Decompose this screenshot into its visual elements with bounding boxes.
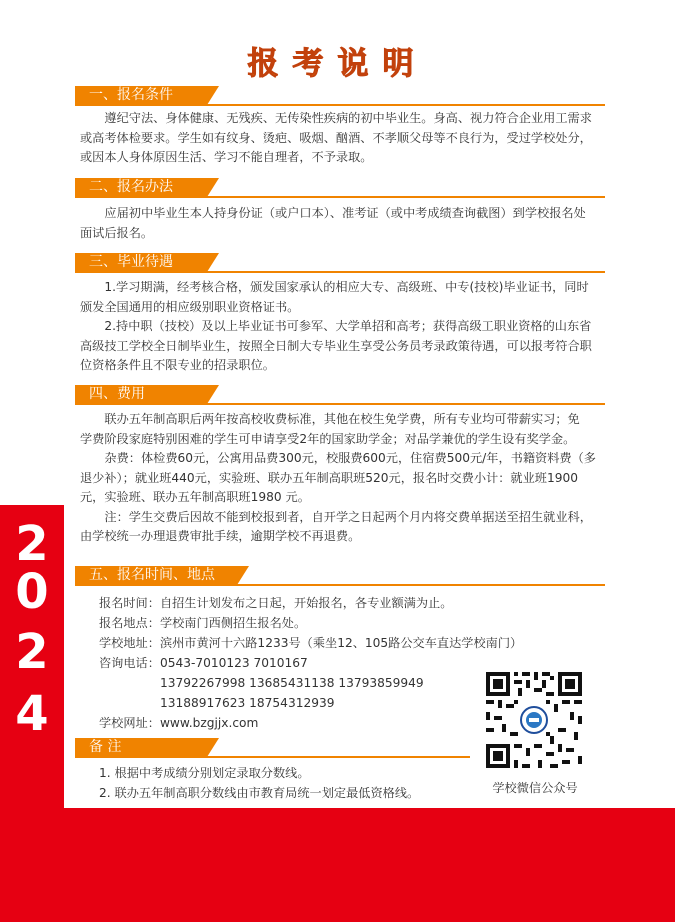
info-label: 学校地址：	[99, 636, 160, 650]
section-divider	[75, 104, 605, 106]
text-line: 注：学生交费后因故不能到校报到者，自开学之日起两个月内将交费单据送至招生就业科，	[104, 509, 592, 524]
red-bottom-band	[0, 808, 675, 922]
graduation-text	[80, 278, 608, 376]
wechat-qr-code-icon	[484, 670, 584, 770]
section-heading: 二、报名办法	[75, 178, 207, 197]
text-line: 位资格条件且不限专业的招录职位。	[80, 358, 275, 372]
section-header-fees	[75, 385, 605, 405]
info-row-time	[99, 593, 452, 613]
method-text	[80, 204, 608, 243]
section-heading: 五、报名时间、地点	[75, 566, 237, 585]
conditions-text	[80, 109, 608, 168]
text-line: 遵纪守法、身体健康、无残疾、无传染性疾病的初中毕业生。身高、视力符合企业用工需求	[104, 111, 592, 125]
info-value: 学校南门西侧招生报名处。	[159, 616, 307, 630]
year-digit: 4	[15, 686, 49, 742]
text-line: 联办五年制高职后两年按高校收费标准，其他在校生免学费，所有专业均可带薪实习；免	[104, 412, 580, 426]
info-row-address	[99, 633, 522, 653]
year-digit: 2	[15, 516, 49, 572]
info-row-place	[99, 613, 306, 633]
info-value: 13188917623 18754312939	[160, 696, 335, 710]
info-row-phone-extra	[160, 673, 424, 693]
section-header-notes	[75, 738, 470, 758]
info-value: 13792267998 13685431138 13793859949	[160, 676, 424, 690]
text-line: 面试后报名。	[80, 225, 154, 240]
section-header-method	[75, 178, 605, 198]
text-line: 由学校统一办理退费审批手续，逾期学校不再退费。	[80, 529, 361, 543]
section-divider	[75, 196, 605, 198]
year-digit: 2	[15, 624, 49, 680]
text-line: 应届初中毕业生本人持身份证（或户口本）、准考证（或中考成绩查询截图）到学校报名处	[104, 206, 586, 220]
section-heading: 一、报名条件	[75, 86, 207, 105]
note-line: 1. 根据中考成绩分别划定录取分数线。	[99, 766, 310, 780]
info-label: 咨询电话：	[99, 656, 160, 670]
info-row-phone-extra	[160, 693, 334, 713]
info-label: 报名时间：	[99, 596, 160, 610]
section-divider	[75, 756, 470, 758]
section-header-time-place	[75, 566, 605, 586]
text-line: 或因本人身体原因生活、学习不能自理者，不予录取。	[80, 150, 373, 164]
section-divider	[75, 271, 605, 273]
note-line: 2. 联办五年制高职分数线由市教育局统一划定最低资格线。	[99, 786, 420, 800]
fees-text	[80, 410, 608, 547]
info-value: 自招生计划发布之日起，开始报名，各专业额满为止。	[159, 596, 453, 610]
info-label: 报名地点：	[99, 616, 160, 630]
info-value: 滨州市黄河十六路1233号（乘坐12、105路公交车直达学校南门）	[159, 636, 523, 650]
text-line: 学费阶段家庭特别困难的学生可申请享受2年的国家助学金；对品学兼优的学生设有奖学金。	[80, 431, 576, 446]
section-divider	[75, 403, 605, 405]
text-line: 1.学习期满，经考核合格，颁发国家承认的相应大专、高级班、中专(技校)毕业证书，同时	[104, 280, 589, 294]
section-heading: 四、费用	[75, 385, 207, 404]
info-label: 学校网址：	[99, 716, 160, 730]
section-header-graduation	[75, 253, 605, 273]
section-heading: 三、毕业待遇	[75, 253, 207, 272]
info-value: www.bzgjjx.com	[159, 716, 259, 730]
text-line: 退少补）；就业班440元，实验班、联办五年制高职班520元，报名时交费小计：就业班1900	[80, 470, 579, 485]
text-line: 杂费：体检费60元，公寓用品费300元，校服费600元，住宿费500元/年，书籍资料费（多	[104, 451, 596, 465]
text-line: 高级技工学校全日制毕业生，按照全日制大专毕业生享受公务员考录政策待遇，可以报考符合职	[80, 338, 592, 353]
text-line: 2.持中职（技校）及以上毕业证书可参军、大学单招和高考；获得高级工职业资格的山东省	[104, 319, 592, 333]
year-digit: 0	[15, 564, 49, 620]
page-title: 报考说明	[247, 46, 428, 82]
section-header-conditions	[75, 86, 605, 106]
info-value: 0543-7010123 7010167	[159, 656, 308, 670]
qr-caption: 学校微信公众号	[492, 781, 578, 795]
text-line: 元，实验班、联办五年制高职班1980 元。	[80, 490, 310, 504]
section-divider	[75, 584, 605, 586]
section-heading: 备 注	[75, 738, 207, 757]
text-line: 颁发全国通用的相应级别职业资格证书。	[80, 299, 300, 314]
text-line: 或高考体检要求。学生如有纹身、烫疤、吸烟、酗酒、不孝顺父母等不良行为，受过学校处分，	[80, 130, 592, 145]
info-row-website	[99, 713, 258, 733]
info-row-phone	[99, 653, 308, 673]
